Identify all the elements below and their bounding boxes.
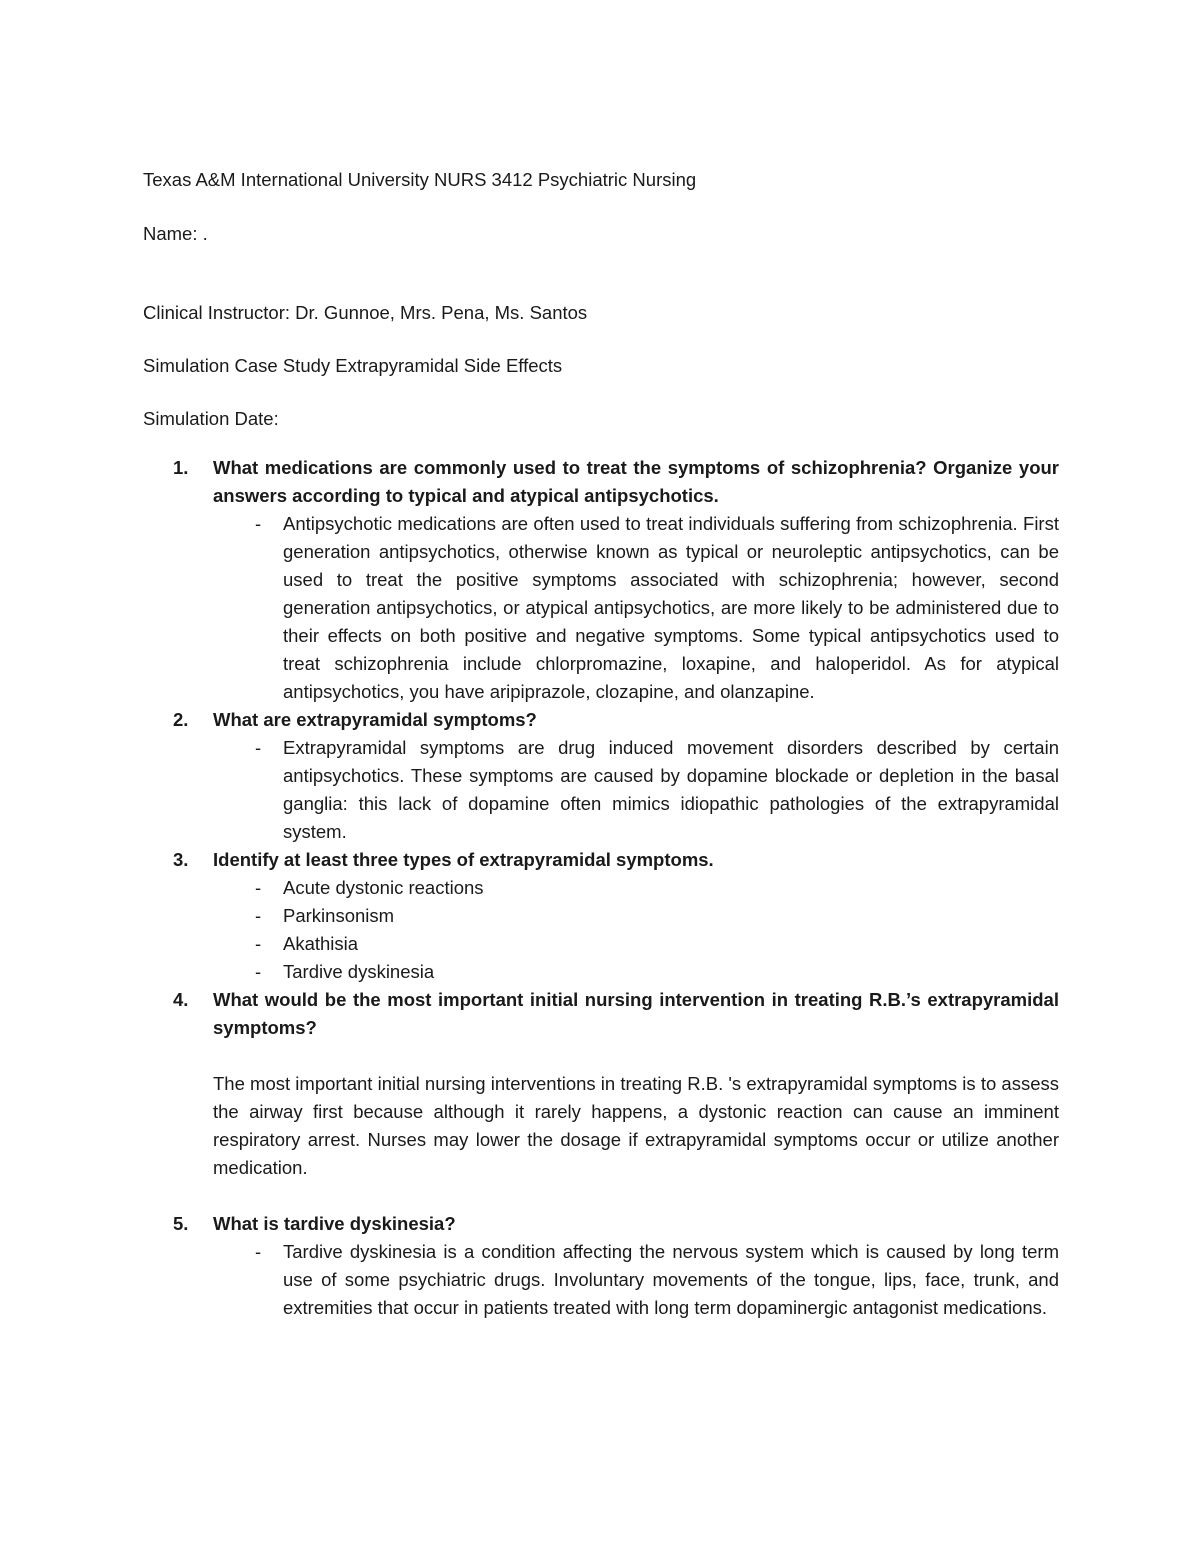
answer-text: Acute dystonic reactions bbox=[283, 877, 484, 898]
answer-list bbox=[213, 734, 1059, 846]
question-number: 4. bbox=[173, 989, 189, 1010]
dash-bullet: - bbox=[255, 905, 262, 926]
course-title: Texas A&M International University NURS 3412 Psychiatric Nursing bbox=[143, 169, 697, 190]
answer-item bbox=[213, 874, 1059, 902]
answer-item bbox=[213, 510, 1059, 706]
dash-bullet: - bbox=[255, 933, 262, 954]
question-text: What are extrapyramidal symptoms? bbox=[213, 709, 537, 730]
answer-item bbox=[213, 958, 1059, 986]
answer-text: Antipsychotic medications are often used to treat individuals suffering from schizophrenia. First generation antipsychotics, otherwise known as typical or neuroleptic antipsychotics, can be used to treat the positive symptoms associated with schizophrenia; however, second generation antipsychotics, or atypical antipsychotics, are more likely to be administered due to their effects on both positive and negative symptoms. Some typical antipsychotics used to treat schizophrenia include chlorpromazine, loxapine, and haloperidol. As for atypical antipsychotics, you have aripiprazole, clozapine, and olanzapine. bbox=[283, 513, 1059, 702]
case-study-title: Simulation Case Study Extrapyramidal Side Effects bbox=[143, 355, 563, 376]
answer-text: Akathisia bbox=[283, 933, 359, 954]
clinical-instructor: Clinical Instructor: Dr. Gunnoe, Mrs. Pena, Ms. Santos bbox=[143, 302, 588, 323]
question-number: 3. bbox=[173, 849, 189, 870]
question-3 bbox=[143, 846, 1059, 986]
answer-text: Tardive dyskinesia bbox=[283, 961, 435, 982]
answer-item bbox=[213, 930, 1059, 958]
answer-list bbox=[213, 510, 1059, 706]
dash-bullet: - bbox=[255, 737, 262, 758]
answer-text: Tardive dyskinesia is a condition affecting the nervous system which is caused by long term use of some psychiatric drugs. Involuntary movements of the tongue, lips, face, trunk, and extremities that occur in patients treated with long term dopaminergic antagonist medications. bbox=[283, 1241, 1059, 1318]
simulation-date: Simulation Date: bbox=[143, 408, 279, 429]
question-2 bbox=[143, 706, 1059, 846]
answer-item bbox=[213, 902, 1059, 930]
dash-bullet: - bbox=[255, 877, 262, 898]
question-text: What medications are commonly used to treat the symptoms of schizophrenia? Organize your answers according to typical and atypical antipsychotics. bbox=[213, 457, 1059, 506]
question-1 bbox=[143, 454, 1059, 706]
blank-line bbox=[213, 1182, 1059, 1210]
question-number: 2. bbox=[173, 709, 189, 730]
question-number: 5. bbox=[173, 1213, 189, 1234]
question-number: 1. bbox=[173, 457, 189, 478]
dash-bullet: - bbox=[255, 1241, 262, 1262]
answer-list bbox=[213, 874, 1059, 986]
dash-bullet: - bbox=[255, 961, 262, 982]
question-text: What is tardive dyskinesia? bbox=[213, 1213, 456, 1234]
question-5 bbox=[143, 1210, 1059, 1322]
question-list bbox=[143, 454, 1059, 1322]
answer-text: Extrapyramidal symptoms are drug induced movement disorders described by certain antipsychotics. These symptoms are caused by dopamine blockade or depletion in the basal ganglia: this lack of dopamine often mimics idiopathic pathologies of the extrapyramidal system. bbox=[283, 737, 1059, 842]
name-line: Name: . bbox=[143, 223, 208, 244]
answer-list bbox=[213, 1238, 1059, 1322]
answer-text: Parkinsonism bbox=[283, 905, 395, 926]
dash-bullet: - bbox=[255, 513, 262, 534]
question-text: Identify at least three types of extrapyramidal symptoms. bbox=[213, 849, 714, 870]
answer-item bbox=[213, 734, 1059, 846]
question-4 bbox=[143, 986, 1059, 1210]
question-text: What would be the most important initial nursing intervention in treating R.B.’s extrapyramidal symptoms? bbox=[213, 989, 1059, 1038]
answer-paragraph: The most important initial nursing interventions in treating R.B. 's extrapyramidal symptoms is to assess the airway first because although it rarely happens, a dystonic reaction can cause an imminent respiratory arrest. Nurses may lower the dosage if extrapyramidal symptoms occur or utilize another medication. bbox=[213, 1073, 1059, 1178]
answer-item bbox=[213, 1238, 1059, 1322]
